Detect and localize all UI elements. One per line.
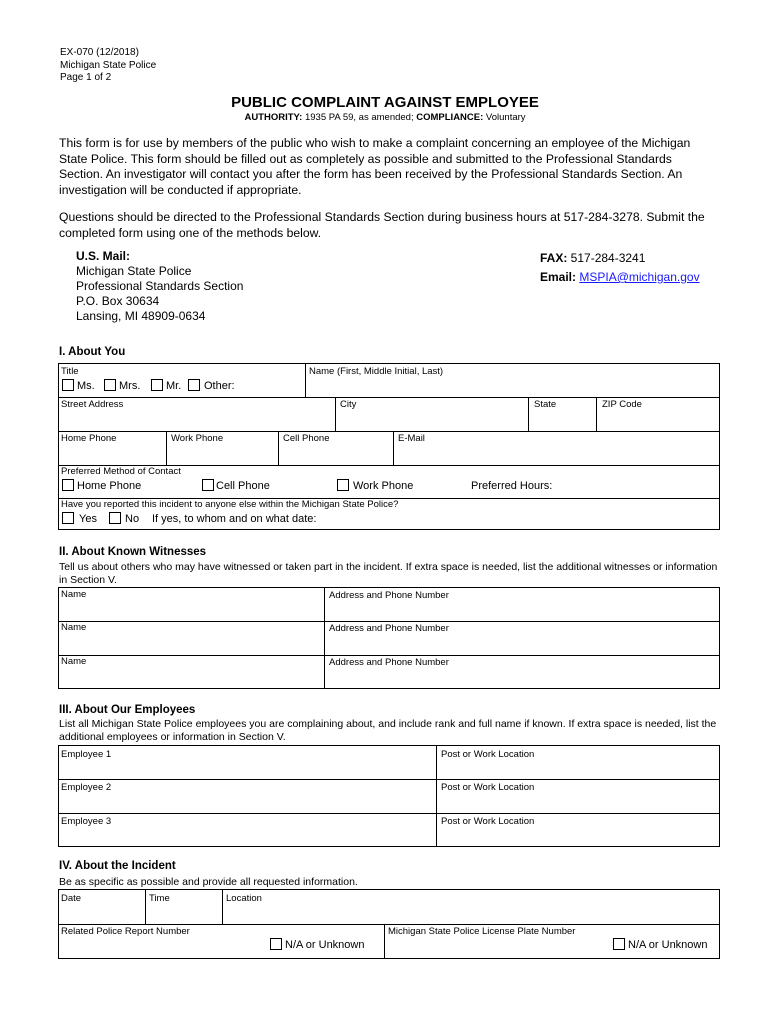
form-title: PUBLIC COMPLAINT AGAINST EMPLOYEE xyxy=(231,94,539,111)
police-report-label: Related Police Report Number xyxy=(61,926,190,937)
form-header xyxy=(60,47,156,85)
license-plate-label: Michigan State Police License Plate Number xyxy=(388,926,576,937)
section1-table xyxy=(58,363,720,530)
title-other-checkbox[interactable] xyxy=(188,379,200,391)
plate-na-checkbox[interactable] xyxy=(613,938,625,950)
mail-address xyxy=(76,249,243,324)
preferred-cell-phone-label: Cell Phone xyxy=(216,480,270,492)
section4-heading: IV. About the Incident xyxy=(59,860,176,872)
section3-heading: III. About Our Employees xyxy=(59,704,196,716)
col-divider xyxy=(305,364,306,397)
employee-location-label: Post or Work Location xyxy=(441,749,535,760)
row-divider xyxy=(59,813,719,814)
reported-no-checkbox[interactable] xyxy=(109,512,121,524)
mail-label: U.S. Mail: xyxy=(76,249,131,263)
section2-description: Tell us about others who may have witnessed or taken part in the incident. If extra space is needed, list the additional witnesses or information in Section V. xyxy=(59,561,718,586)
col-divider xyxy=(166,431,167,465)
reported-yes-checkbox[interactable] xyxy=(62,512,74,524)
witness-name-label: Name xyxy=(61,589,87,600)
questions-paragraph: Questions should be directed to the Professional Standards Section during business hours at 517-284-3278. Submit the completed form using one of the methods below. xyxy=(59,210,705,240)
title-ms-checkbox[interactable] xyxy=(62,379,74,391)
agency-name: Michigan State Police xyxy=(60,59,157,71)
contact-info xyxy=(540,249,700,287)
name-label: Name (First, Middle Initial, Last) xyxy=(309,366,444,377)
cell-phone-label: Cell Phone xyxy=(283,433,330,444)
row-divider xyxy=(59,655,719,656)
state-label: State xyxy=(534,399,557,410)
preferred-home-phone-label: Home Phone xyxy=(77,480,142,492)
fax-label: FAX: xyxy=(540,251,568,265)
reported-followup-label: If yes, to whom and on what date: xyxy=(152,513,317,525)
col-divider xyxy=(335,397,336,431)
location-label: Location xyxy=(226,893,262,904)
witness-address-label: Address and Phone Number xyxy=(329,590,449,601)
col-divider xyxy=(145,890,146,924)
preferred-home-phone-checkbox[interactable] xyxy=(62,479,74,491)
reported-yes-label: Yes xyxy=(79,513,97,525)
title-mrs-label: Mrs. xyxy=(119,380,141,392)
street-address-label: Street Address xyxy=(61,399,124,410)
time-label: Time xyxy=(149,893,170,904)
employee-location-label: Post or Work Location xyxy=(441,782,535,793)
home-phone-label: Home Phone xyxy=(61,433,117,444)
row-divider xyxy=(59,924,719,925)
mail-line: Professional Standards Section xyxy=(76,279,244,293)
title-label: Title xyxy=(61,366,79,377)
authority-value: 1935 PA 59, as amended; xyxy=(302,112,417,123)
email-line xyxy=(540,268,700,287)
mail-line: Lansing, MI 48909-0634 xyxy=(76,309,206,323)
preferred-cell-phone-checkbox[interactable] xyxy=(202,479,214,491)
col-divider xyxy=(278,431,279,465)
reported-no-label: No xyxy=(125,513,140,525)
preferred-work-phone-checkbox[interactable] xyxy=(337,479,349,491)
date-label: Date xyxy=(61,893,82,904)
compliance-label: COMPLIANCE: xyxy=(416,112,484,123)
row-divider xyxy=(59,397,719,398)
section1-heading: I. About You xyxy=(59,346,126,358)
title-ms-label: Ms. xyxy=(77,380,95,392)
work-phone-label: Work Phone xyxy=(171,433,224,444)
col-divider xyxy=(324,588,325,688)
report-na-label: N/A or Unknown xyxy=(285,939,365,951)
employee-label: Employee 2 xyxy=(61,782,112,793)
email-link[interactable]: MSPIA@michigan.gov xyxy=(579,270,700,284)
incident-table xyxy=(58,889,720,959)
zip-code-label: ZIP Code xyxy=(602,399,642,410)
preferred-hours-label: Preferred Hours: xyxy=(471,480,553,492)
form-number: EX-070 (12/2018) xyxy=(60,47,139,58)
row-divider xyxy=(59,779,719,780)
col-divider xyxy=(384,924,385,958)
preferred-contact-label: Preferred Method of Contact xyxy=(61,466,181,477)
col-divider xyxy=(222,890,223,924)
fax-value: 517-284-3241 xyxy=(567,251,646,265)
mail-line: Michigan State Police xyxy=(76,264,192,278)
col-divider xyxy=(596,397,597,431)
fax-line xyxy=(540,249,700,268)
title-mrs-checkbox[interactable] xyxy=(104,379,116,391)
page-number: Page 1 of 2 xyxy=(60,72,112,83)
city-label: City xyxy=(340,399,357,410)
authority-line xyxy=(0,112,770,123)
witness-name-label: Name xyxy=(61,622,87,633)
report-na-checkbox[interactable] xyxy=(270,938,282,950)
section2-heading: II. About Known Witnesses xyxy=(59,546,207,558)
row-divider xyxy=(59,431,719,432)
section3-description: List all Michigan State Police employees you are complaining about, and include rank and full name if known. If extra space is needed, list the additional employees or information in Section V. xyxy=(59,718,717,743)
employees-table xyxy=(58,745,720,847)
intro-paragraph: This form is for use by members of the public who wish to make a complaint concerning an employee of the Michigan State Police. This form should be filled out as completely as possible and submitted to the Professional Standards Section. An investigator will contact you after the form has been received by the Professional Standards Section. An investigation will be conducted if appropriate. xyxy=(59,136,691,197)
section4-description: Be as specific as possible and provide all requested information. xyxy=(59,876,358,888)
employee-location-label: Post or Work Location xyxy=(441,816,535,827)
plate-na-label: N/A or Unknown xyxy=(628,939,708,951)
col-divider xyxy=(393,431,394,465)
witnesses-table xyxy=(58,587,720,689)
preferred-work-phone-label: Work Phone xyxy=(353,480,414,492)
title-mr-checkbox[interactable] xyxy=(151,379,163,391)
row-divider xyxy=(59,621,719,622)
col-divider xyxy=(436,746,437,846)
witness-address-label: Address and Phone Number xyxy=(329,657,449,668)
col-divider xyxy=(528,397,529,431)
compliance-value: Voluntary xyxy=(483,112,526,123)
employee-label: Employee 3 xyxy=(61,816,112,827)
email-field-label: E-Mail xyxy=(398,433,425,444)
witness-address-label: Address and Phone Number xyxy=(329,623,449,634)
authority-label: AUTHORITY: xyxy=(244,112,303,123)
email-label: Email: xyxy=(540,270,577,284)
title-other-label: Other: xyxy=(204,380,235,392)
employee-label: Employee 1 xyxy=(61,749,112,760)
reported-question: Have you reported this incident to anyone else within the Michigan State Police? xyxy=(61,499,399,510)
witness-name-label: Name xyxy=(61,656,87,667)
title-mr-label: Mr. xyxy=(166,380,182,392)
mail-line: P.O. Box 30634 xyxy=(76,294,160,308)
